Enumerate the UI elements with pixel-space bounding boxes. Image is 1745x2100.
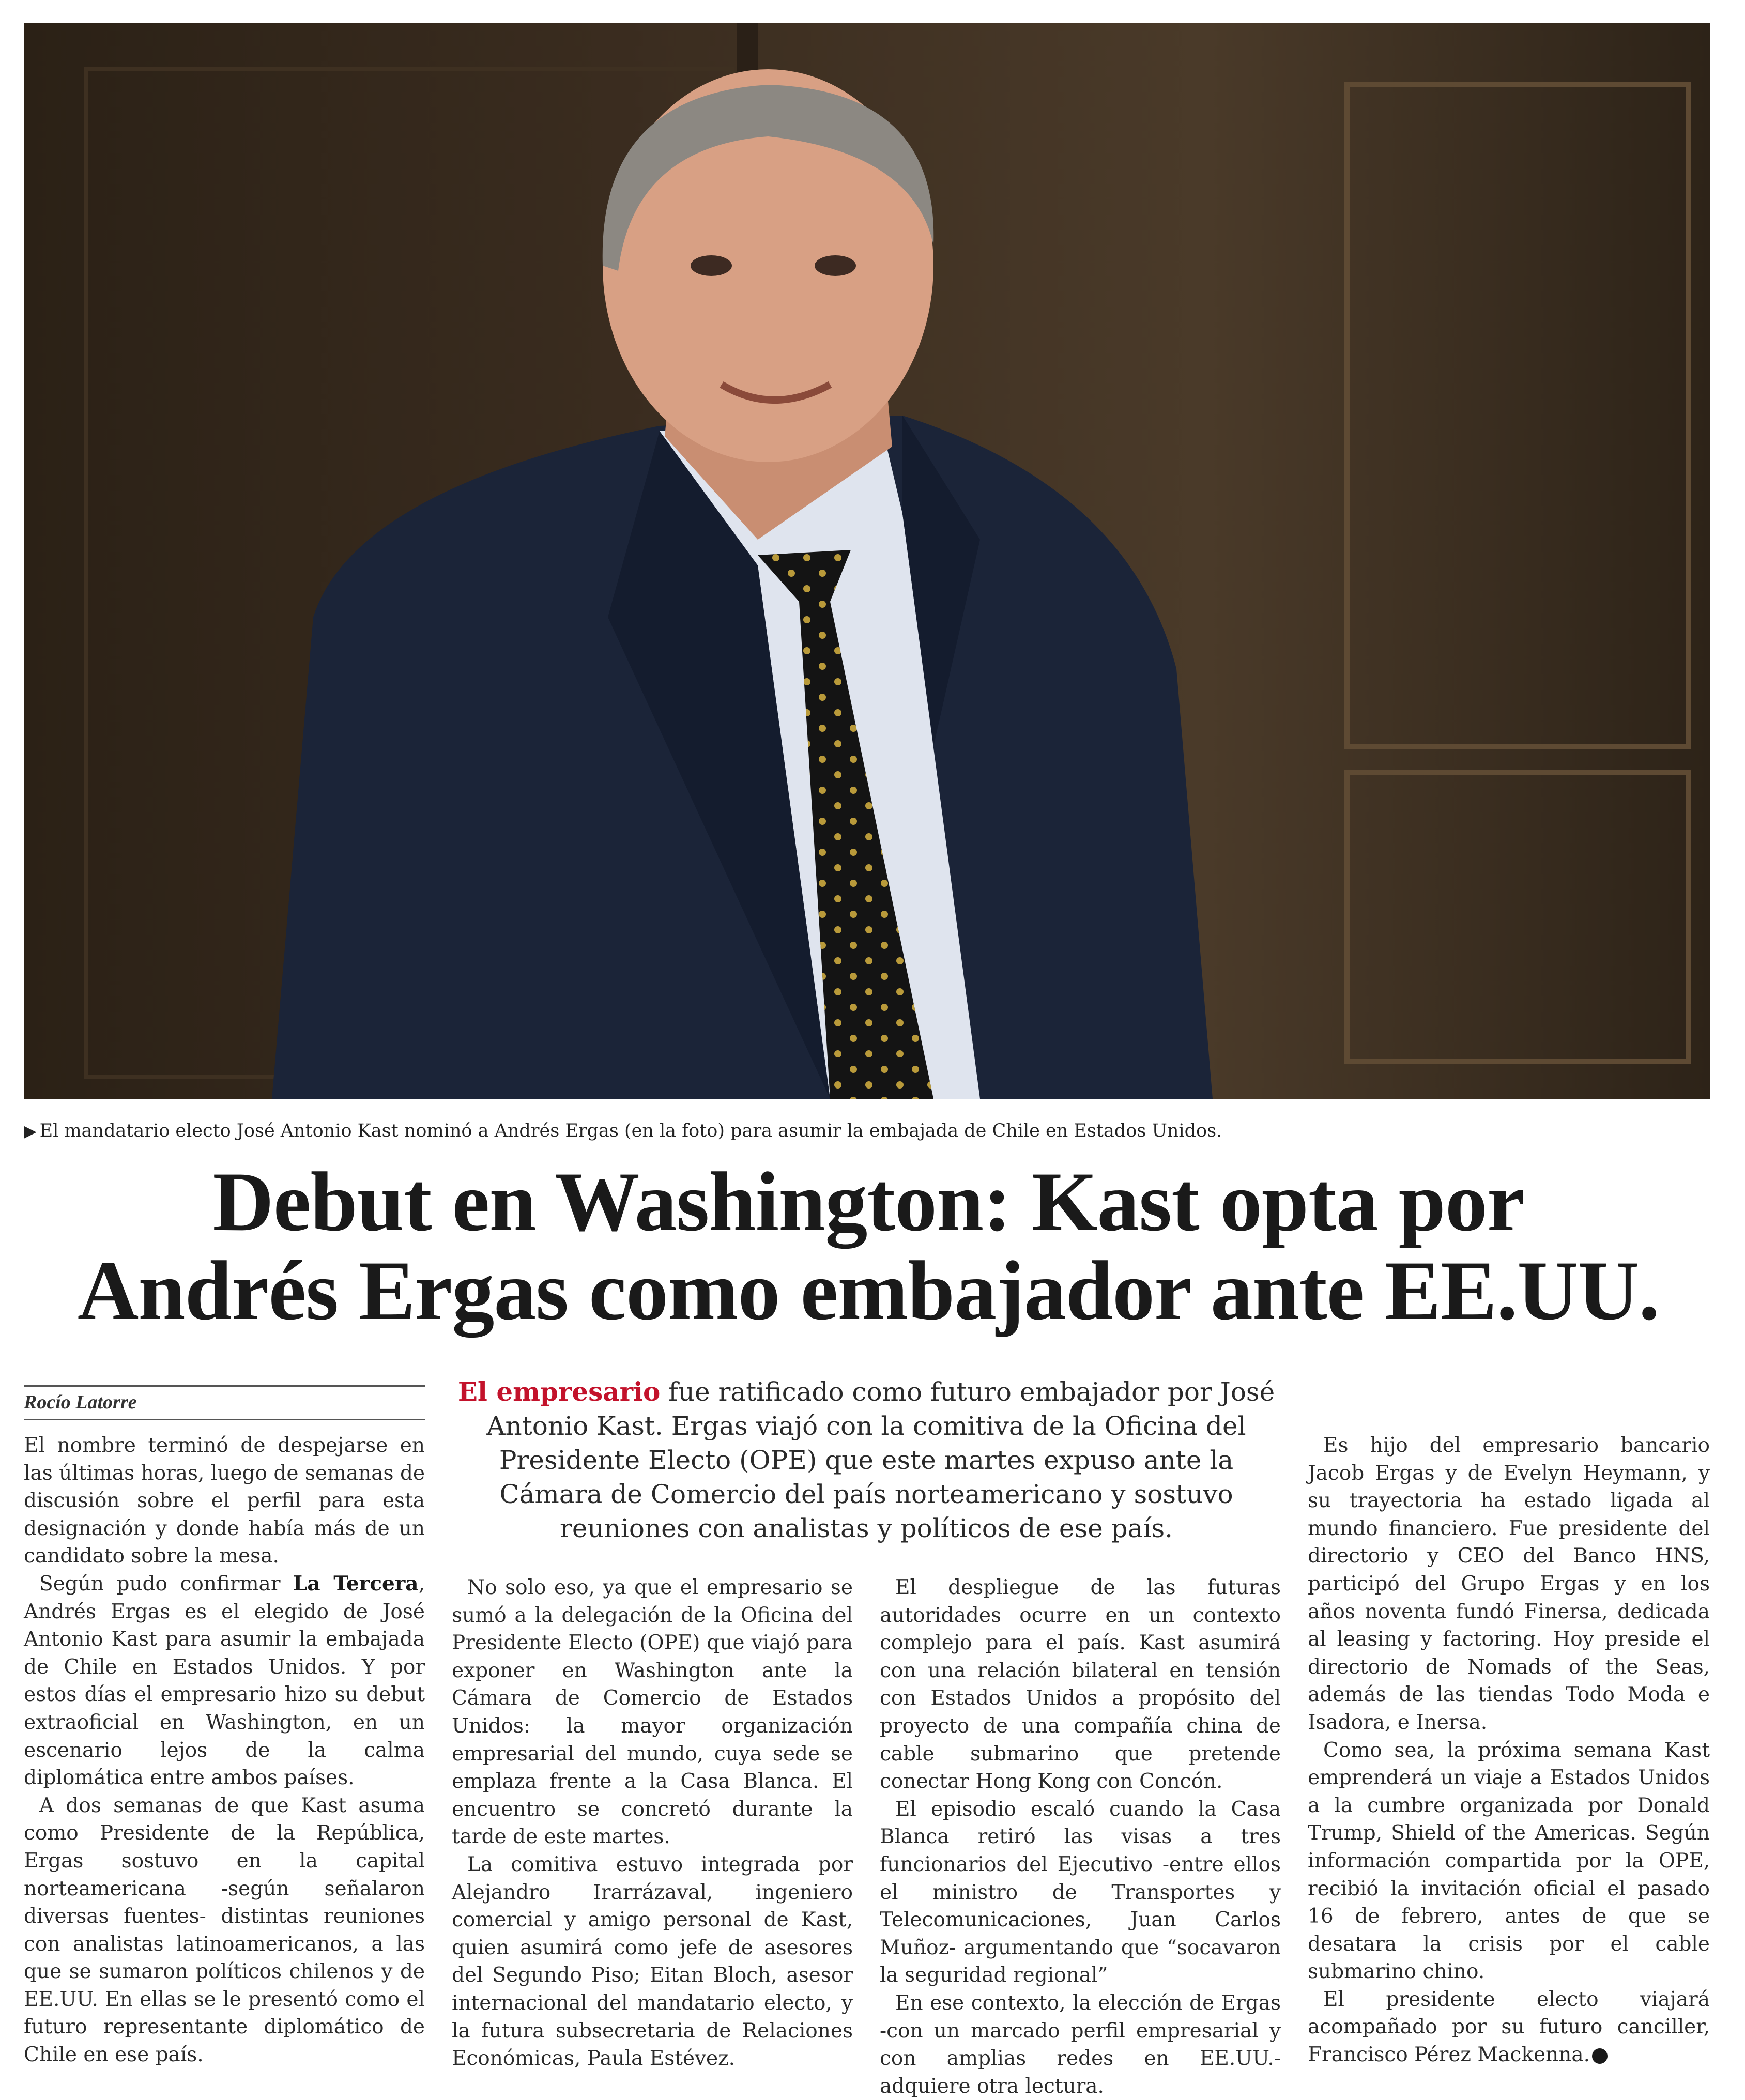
headline <box>21 1155 1716 1339</box>
paragraph <box>1308 1986 1710 2069</box>
headline-line-2: Andrés Ergas como embajador ante EE.UU. <box>77 1244 1660 1338</box>
paragraph: La comitiva estuvo integrada por Alejandro Irarrázaval, ingeniero comercial y amigo personal de Kast, quien asumirá como jefe de asesores del Segundo Piso; Eitan Bloch, asesor internacional del mandatario electo, y la futura subsecretaria de Relaciones Económicas, Paula Estévez. <box>452 1852 853 2071</box>
paragraph: No solo eso, ya que el empresario se sumó a la delegación de la Oficina del Presidente Electo (OPE) que viajó para exponer en Washington ante la Cámara de Comercio de Estados Unidos: la mayor organización empresarial del mundo, cuya sede se emplaza frente a la Casa Blanca. El encuentro se concretó durante la tarde de este martes. <box>452 1576 853 1849</box>
lead-kicker: El empresario <box>457 1376 661 1407</box>
article-photo <box>24 23 1710 1099</box>
portrait-photo-illustration <box>24 23 1710 1099</box>
body-column-3 <box>880 1574 1281 2098</box>
paragraph: A dos semanas de que Kast asuma como Presidente de la República, Ergas sostuvo en la capital norteamericana -según señalaron diversas fuentes- distintas reuniones con analistas latinoamericanos, a las que se sumaron políticos chilenos y de EE.UU. En ellas se le presentó como el futuro representante diplomático de Chile en ese país. <box>24 1794 425 2067</box>
lead-paragraph <box>452 1375 1281 1561</box>
caption-marker-icon: ▶ <box>24 1121 37 1141</box>
paragraph: En ese contexto, la elección de Ergas -con un marcado perfil empresarial y con amplias redes en EE.UU.- adquiere otra lectura. <box>880 1991 1281 2098</box>
photo-caption <box>24 1115 1710 1146</box>
end-of-article-icon <box>1592 2048 1608 2064</box>
paragraph: El nombre terminó de despejarse en las últimas horas, luego de semanas de discusión sobre el perfil para esta designación y donde había más de un candidato sobre la mesa. <box>24 1434 425 1568</box>
paragraph <box>24 1570 425 1792</box>
paragraph-text: Según pudo confirmar <box>39 1572 293 1596</box>
paragraph-text: El presidente electo viajará acompañado por su futuro canciller, Francisco Pérez Mackenna. <box>1308 1987 1710 2067</box>
paragraph: Es hijo del empresario bancario Jacob Ergas y de Evelyn Heymann, y su trayectoria ha estado ligada al mundo financiero. Fue presidente del directorio y CEO del Banco HNS, participó del Grupo Ergas y en los años noventa fundó Finersa, dedicada al leasing y factoring. Hoy preside el directorio de Nomads of the Seas, además de las tiendas Todo Moda e Isadora, e Inersa. <box>1308 1434 1710 1734</box>
byline-rule-bottom <box>24 1419 425 1420</box>
byline: Rocío Latorre <box>24 1391 137 1413</box>
headline-line-1: Debut en Washington: Kast opta por <box>212 1155 1524 1249</box>
publication-name: La Tercera <box>293 1571 419 1596</box>
paragraph: El episodio escaló cuando la Casa Blanca retiró las visas a tres funcionarios del Ejecutivo -entre ellos el ministro de Transportes y Telecomunicaciones, Juan Carlos Muñoz- argumentando que “socavaron la seguridad regional” <box>880 1797 1281 1987</box>
body-column-1 <box>24 1432 425 2067</box>
paragraph-text: , Andrés Ergas es el elegido de José Antonio Kast para asumir la embajada de Chile en Estados Unidos. Y por estos días el empresario hizo su debut extraoficial en Washington, en un escenario lejos de la calma diplomática entre ambos países. <box>24 1572 425 1790</box>
byline-rule-top <box>24 1385 425 1387</box>
paragraph: El despliegue de las futuras autoridades ocurre en un contexto complejo para el país. Kast asumirá con una relación bilateral en tensión con Estados Unidos a propósito del proyecto de una compañía china de cable submarino que pretende conectar Hong Kong con Concón. <box>880 1576 1281 1794</box>
body-column-4 <box>1308 1432 1710 2067</box>
paragraph: Como sea, la próxima semana Kast emprenderá un viaje a Estados Unidos a la cumbre organizada por Donald Trump, Shield of the Americas. Según información compartida por la OPE, recibió la invitación oficial el pasado 16 de febrero, antes de que se desatara la crisis por el cable submarino chino. <box>1308 1738 1710 1984</box>
lead-text: fue ratificado como futuro embajador por José Antonio Kast. Ergas viajó con la comitiva de la Oficina del Presidente Electo (OPE) que este martes expuso ante la Cámara de Comercio del país norteamericano y sostuvo reuniones con analistas y políticos de ese país. <box>486 1377 1275 1543</box>
body-column-2 <box>452 1574 853 2071</box>
caption-text: El mandatario electo José Antonio Kast nominó a Andrés Ergas (en la foto) para asumir la embajada de Chile en Estados Unidos. <box>39 1121 1222 1141</box>
